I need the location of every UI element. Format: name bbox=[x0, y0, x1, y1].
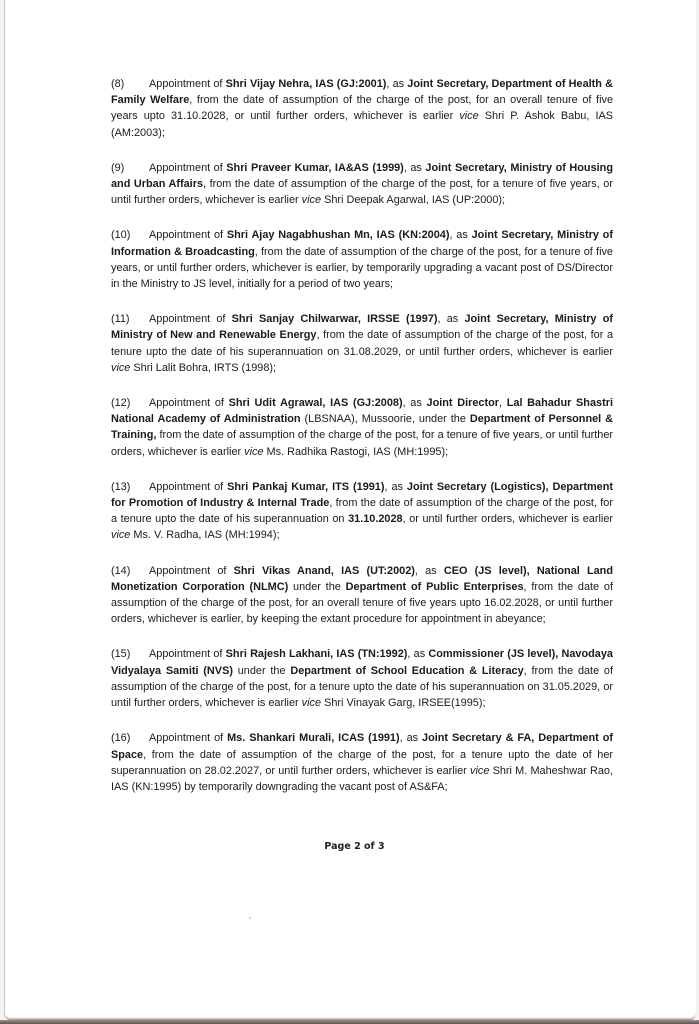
paragraph-number: (8) bbox=[111, 78, 125, 90]
bold-text: Lal Bahadur Shastri National Academy of Administration bbox=[111, 397, 613, 426]
body-text: , from the date of assumption of the charge of the post, for an overall tenure of five years upto 16.02.2028, or until further orders, whichever is earlier, by keeping the extant procedure for appointment in abeyance; bbox=[111, 580, 613, 626]
bold-text: Joint Director bbox=[426, 397, 499, 410]
bold-text: Joint Secretary, Ministry of Housing and Urban Affairs bbox=[111, 161, 613, 191]
document-page bbox=[4, 0, 696, 1020]
bold-text: Shri Vikas Anand, IAS (UT:2002) bbox=[233, 564, 415, 577]
paragraph-number: (9) bbox=[111, 161, 125, 174]
bold-text: Shri Udit Agrawal, IAS (GJ:2008) bbox=[228, 397, 403, 410]
paragraph-number: (14) bbox=[111, 564, 131, 577]
bold-text: Joint Secretary, Ministry of Information & Broadcasting bbox=[111, 229, 613, 258]
body-text: Shri Vinayak Garg, IRSEE(1995); bbox=[321, 697, 486, 710]
body-text: , as bbox=[407, 648, 429, 661]
bold-text: Department of Public Enterprises bbox=[345, 580, 524, 593]
bold-text: Joint Secretary, Ministry of Ministry of New and Renewable Energy bbox=[111, 313, 613, 342]
bold-text: Shri Pankaj Kumar, ITS (1991) bbox=[227, 480, 385, 493]
scan-speck bbox=[249, 917, 251, 919]
bold-text: Ms. Shankari Murali, ICAS (1991) bbox=[227, 732, 400, 745]
body-text: , as bbox=[414, 564, 444, 577]
body-text: , from the date of assumption of the charge of the post, for a tenure upto the date of his superannuation on bbox=[111, 497, 613, 526]
body-text: , as bbox=[437, 313, 465, 326]
body-text: , from the date of assumption of the charge of the post, for a tenure upto the date of his superannuation on 31.08.2029, or until further orders, whichever is earlier bbox=[111, 329, 614, 358]
body-text: , as bbox=[449, 229, 472, 242]
body-text: , as bbox=[399, 732, 423, 745]
bold-text: 31.10.2028 bbox=[348, 513, 403, 526]
bold-text: Shri Rajesh Lakhani, IAS (TN:1992) bbox=[225, 648, 408, 661]
italic-text: vice bbox=[470, 764, 490, 777]
bold-text: Joint Secretary, Department of Health & Family Welfare bbox=[111, 78, 613, 107]
paragraph-number: (11) bbox=[111, 313, 130, 326]
bold-text: Commissioner (JS level), Navodaya Vidyalaya Samiti (NVS) bbox=[111, 648, 613, 677]
body-text: , from the date of assumption of the charge of the post, for an overall tenure of five years upto 31.10.2028, or until further orders, whichever is earlier bbox=[111, 94, 614, 123]
body-text: Ms. Radhika Rastogi, IAS (MH:1995); bbox=[263, 445, 449, 458]
appointment-paragraph bbox=[111, 730, 613, 795]
page-edge-shadow bbox=[0, 1020, 699, 1024]
paragraph-number: (13) bbox=[111, 480, 131, 493]
body-text: , from the date of assumption of the charge of the post, for a tenure of five years, or until further orders, whichever is earlier bbox=[111, 178, 613, 207]
appointment-paragraph bbox=[111, 160, 613, 209]
bold-text: Shri Ajay Nagabhushan Mn, IAS (KN:2004) bbox=[226, 229, 450, 242]
body-text: Appointment of bbox=[149, 564, 234, 577]
italic-text: vice bbox=[111, 529, 131, 542]
document-body bbox=[111, 76, 613, 814]
body-text: under the bbox=[232, 664, 291, 677]
body-text: , as bbox=[386, 78, 408, 90]
bold-text: Shri Praveer Kumar, IA&AS (1999) bbox=[226, 161, 404, 174]
italic-text: vice bbox=[301, 194, 322, 207]
body-text: Appointment of bbox=[149, 397, 229, 410]
body-text: , from the date of assumption of the charge of the post, for a tenure upto the date of her superannuation on 28.02.2027, or until further orders, whichever is earlier bbox=[111, 748, 613, 777]
body-text: (LBSNAA), Mussoorie, under the bbox=[300, 413, 470, 426]
body-text: Appointment of bbox=[149, 480, 228, 493]
paragraph-number: (10) bbox=[111, 229, 131, 242]
bold-text: Joint Secretary & FA, Department of Space bbox=[111, 732, 613, 761]
body-text: under the bbox=[288, 580, 346, 593]
body-text: Appointment of bbox=[149, 229, 227, 242]
appointment-paragraph bbox=[111, 395, 613, 460]
body-text: Appointment of bbox=[149, 313, 232, 326]
body-text: Appointment of bbox=[149, 648, 226, 661]
body-text: , from the date of assumption of the charge of the post, for a tenure of five years, or until further orders, whichever is earlier, by temporarily upgrading a vacant post of DS/Director in the Ministry to JS level, initially for a period of two years; bbox=[111, 245, 613, 291]
paragraph-number: (15) bbox=[111, 648, 131, 661]
appointment-paragraph bbox=[111, 563, 613, 628]
body-text: , or until further orders, whichever is earlier bbox=[402, 513, 614, 526]
body-text: , as bbox=[402, 397, 427, 410]
appointment-paragraph bbox=[111, 311, 613, 376]
body-text: , bbox=[499, 397, 507, 410]
italic-text: vice bbox=[301, 697, 322, 710]
body-text: from the date of assumption of the charge of the post, for a tenure of five years, or until further orders, whichever is earlier bbox=[111, 429, 613, 458]
body-text: Shri Lalit Bohra, IRTS (1998); bbox=[130, 361, 277, 374]
italic-text: vice bbox=[244, 445, 264, 458]
paragraph-number: (16) bbox=[111, 732, 131, 745]
paragraph-number: (12) bbox=[111, 397, 131, 410]
bold-text: Department of School Education & Literacy bbox=[290, 664, 524, 677]
appointment-paragraph bbox=[111, 227, 613, 292]
body-text: Appointment of bbox=[149, 78, 226, 90]
bold-text: Department of Personnel & Training, bbox=[111, 413, 613, 442]
bold-text: Shri Vijay Nehra, IAS (GJ:2001) bbox=[225, 78, 387, 90]
body-text: Shri Deepak Agarwal, IAS (UP:2000); bbox=[321, 194, 506, 207]
page-number: Page 2 of 3 bbox=[324, 841, 385, 852]
appointment-paragraph bbox=[111, 76, 613, 141]
body-text: , as bbox=[403, 161, 426, 174]
body-text: Shri P. Ashok Babu, IAS (AM:2003); bbox=[111, 110, 613, 139]
bold-text: Shri Sanjay Chilwarwar, IRSSE (1997) bbox=[231, 313, 438, 326]
appointment-paragraph bbox=[111, 646, 613, 711]
bold-text: CEO (JS level), National Land Monetization Corporation (NLMC) bbox=[111, 564, 613, 593]
italic-text: vice bbox=[459, 110, 479, 123]
body-text: Shri M. Maheshwar Rao, IAS (KN:1995) by temporarily downgrading the vacant post of AS&FA; bbox=[111, 764, 613, 793]
body-text: Appointment of bbox=[149, 732, 228, 745]
body-text: , as bbox=[384, 480, 407, 493]
body-text: Appointment of bbox=[149, 161, 227, 174]
appointment-paragraph bbox=[111, 479, 613, 544]
bold-text: Joint Secretary (Logistics), Department for Promotion of Industry & Internal Trade bbox=[111, 480, 613, 510]
body-text: Ms. V. Radha, IAS (MH:1994); bbox=[130, 529, 280, 542]
italic-text: vice bbox=[111, 361, 131, 374]
body-text: , from the date of assumption of the charge of the post, for a tenure upto the date of his superannuation on 31.05.2029, or until further orders, whichever is earlier bbox=[111, 664, 614, 710]
